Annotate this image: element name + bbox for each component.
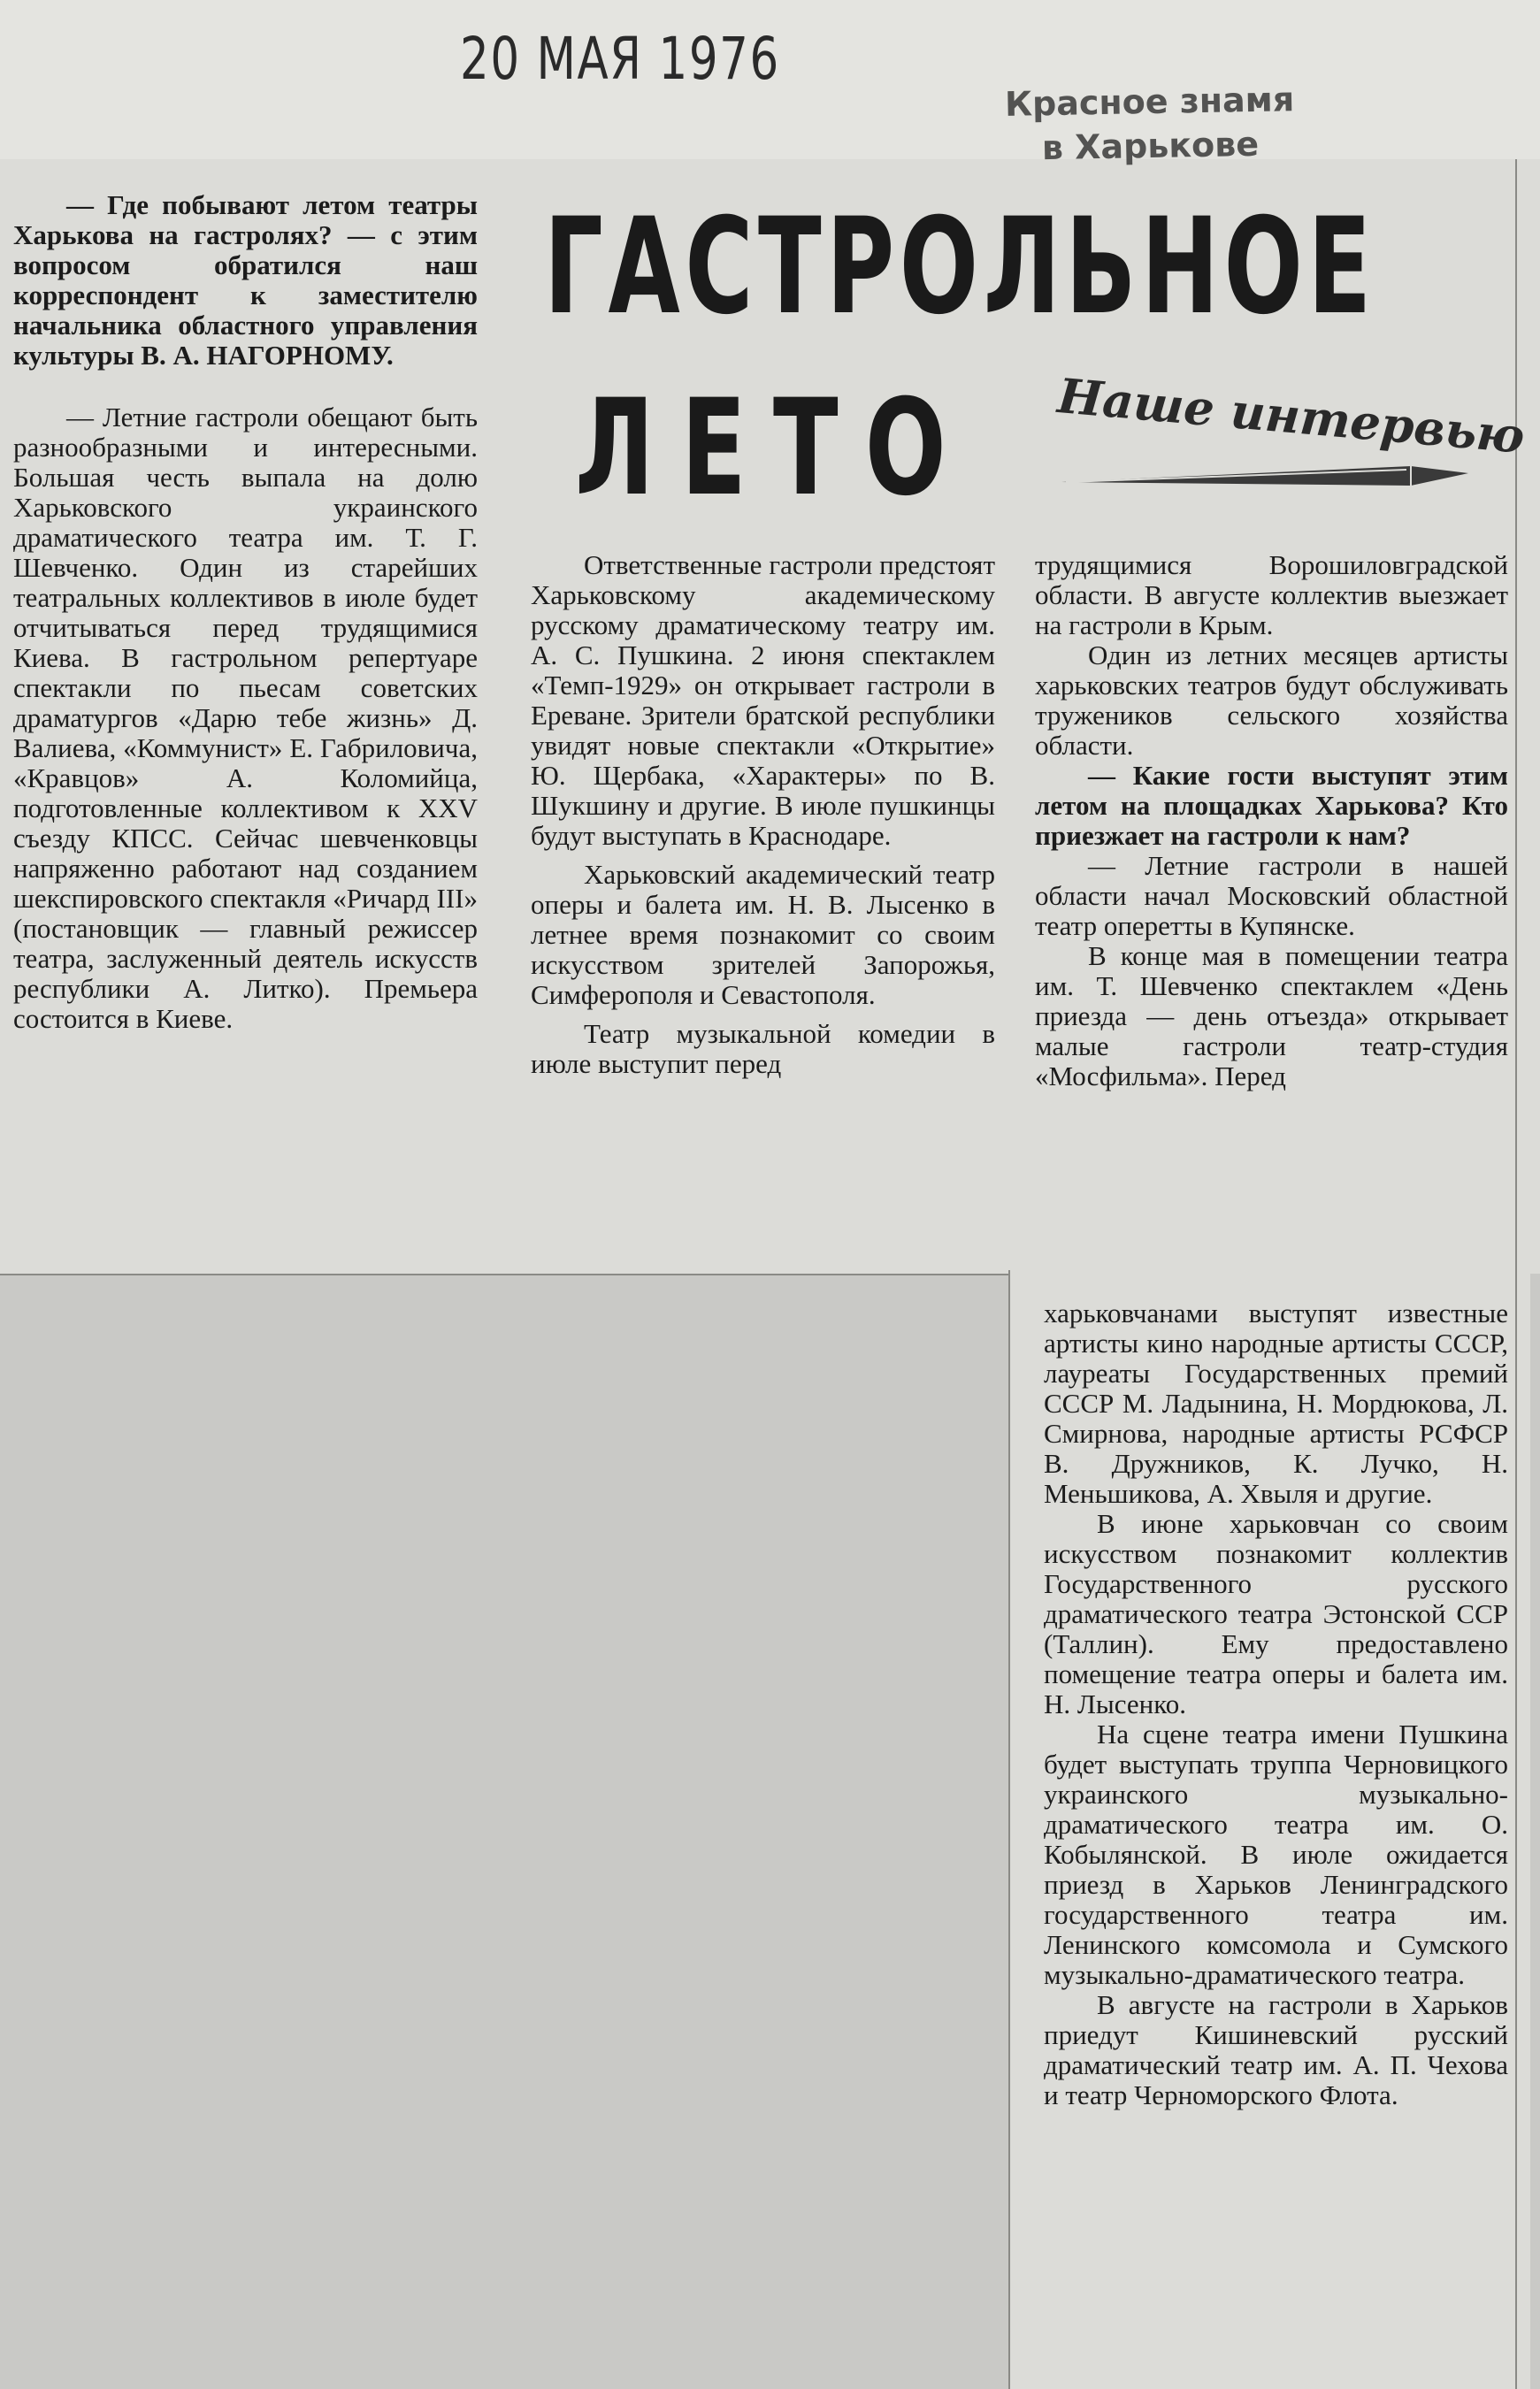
paragraph: Ответственные гастроли предстоят Харьковскому академическому русскому драматическому театру им. А. С. Пушкина. 2 июня спектаклем «Темп-1929» он открывает гастроли в Ереване. Зрители братской республики увидят новые спектакли «Открытие» Ю. Щербака, «Характеры» по В. Шукшину и другие. В июле пушкинцы будут выступать в Краснодаре. — [531, 549, 995, 851]
interview-question: — Где побывают летом театры Харькова на гастролях? — с этим вопросом обратился наш корреспондент к заместителю начальника областного управления культуры В. А. НАГОРНОМУ. — [13, 189, 478, 371]
source-stamp-line: Красное знамя — [1004, 80, 1295, 124]
paragraph: — Летние гастроли в нашей области начал Московский областной театр оперетты в Купянске. — [1035, 850, 1508, 941]
paragraph: В июне харьковчан со своим искусством познакомит коллектив Государственного русского драматического театра Эстонской ССР (Таллин). Ему предоставлено помещение театра оперы и балета им. Н. Лысенко. — [1044, 1508, 1508, 1719]
date-stamp: 20 МАЯ 1976 — [460, 25, 780, 93]
paragraph: Театр музыкальной комедии в июле выступит перед — [531, 1018, 995, 1079]
cut-edge — [1515, 159, 1517, 2389]
paragraph: харьковчанами выступят известные артисты кино народные артисты СССР, лауреаты Государственных премий СССР М. Ладынина, Н. Мордюкова, Л. Смирнова, народные артисты РСФСР В. Дружников, К. Лучко, Н. Меньшикова, А. Хвыля и другие. — [1044, 1298, 1508, 1509]
headline-line-1: ГАСТРОЛЬНОЕ — [544, 190, 1376, 344]
paragraph: Харьковский академический театр оперы и балета им. Н. В. Лысенко в летнее время познакомит со своим искусством зрителей Запорожья, Симферополя и Севастополя. — [531, 859, 995, 1010]
paragraph: трудящимися Ворошиловградской области. В августе коллектив выезжает на гастроли в Крым. — [1035, 549, 1508, 640]
article-column-1 — [13, 190, 478, 1034]
paragraph: — Летние гастроли обещают быть разнообразными и интересными. Большая честь выпала на долю Харьковского украинского драматического театра им. Т. Г. Шевченко. Один из старейших театральных коллективов в июле будет отчитываться перед трудящимися Киева. В гастрольном репертуаре спектакли по пьесам советских драматургов «Дарю тебе жизнь» Д. Валиева, «Коммунист» Е. Габриловича, «Кравцов» А. Коломийца, подготовленные коллективом к XXV съезду КПСС. Сейчас шевченковцы напряженно работают над созданием шекспировского спектакля «Ричард III» (постановщик — главный режиссер театра, заслуженный деятель искусств республики А. Литко). Премьера состоится в Киеве. — [13, 402, 479, 1034]
paragraph: В конце мая в помещении театра им. Т. Шевченко спектаклем «День приезда — день отъезда» открывает малые гастроли театр-студия «Мосфильма». Перед — [1035, 940, 1508, 1091]
article-column-4 — [1044, 1298, 1508, 2110]
interview-question: — Какие гости выступят этим летом на площадках Харькова? Кто приезжает на гастроли к нам? — [1035, 760, 1508, 851]
article-column-3 — [1035, 550, 1508, 1091]
source-stamp — [963, 76, 1337, 171]
paragraph: Один из летних месяцев артисты харьковских театров будут обслуживать тружеников сельского хозяйства области. — [1035, 639, 1508, 761]
paragraph: На сцене театра имени Пушкина будет выступать труппа Черновицкого украинского музыкально-драматического театра им. О. Кобылянской. В июле ожидается приезд в Харьков Ленинградского государственного театра им. Ленинского комсомола и Сумского музыкально-драматического театра. — [1044, 1719, 1508, 1990]
pen-icon — [1057, 447, 1473, 509]
source-stamp-line: в Харькове — [1041, 124, 1260, 168]
cut-edge — [1008, 1270, 1010, 2389]
paragraph: В августе на гастроли в Харьков приедут Кишиневский русский драматический театр им. А. П. Чехова и театр Черноморского Флота. — [1044, 1989, 1508, 2110]
rubric-label: Наше интервью — [1055, 367, 1528, 464]
article-column-2 — [531, 550, 995, 1079]
headline-line-2: ЛЕТО — [575, 371, 973, 525]
cut-edge — [0, 1274, 1008, 1275]
